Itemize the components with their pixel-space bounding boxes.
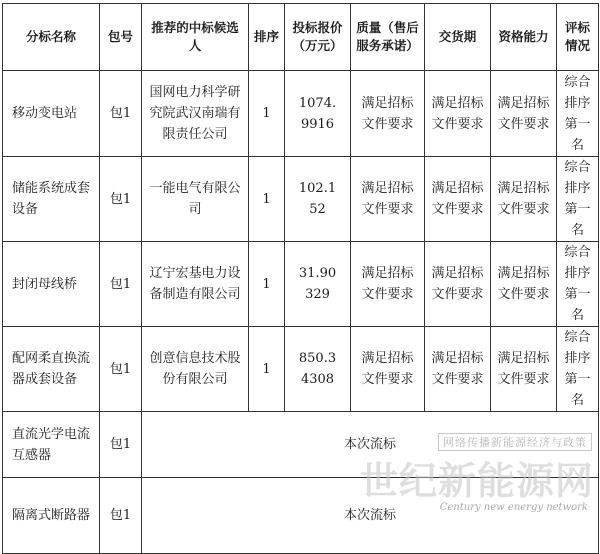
row-rank: 1 [249,71,285,157]
row-price: 102.152 [285,157,351,242]
row-package: 包1 [100,327,142,412]
row-delivery: 满足招标文件要求 [425,157,491,242]
row-category: 移动变电站 [3,71,100,157]
row-package: 包1 [100,157,142,242]
watermark-english: Century new energy network [439,502,588,513]
row-qualification: 满足招标文件要求 [491,327,557,412]
header-quality: 质量（售后服务承诺） [351,4,425,71]
row-package: 包1 [100,412,142,478]
row-package: 包1 [100,478,142,554]
row-failed-note: 本次流标 [142,478,599,554]
header-rank: 排序 [249,4,285,71]
row-price: 850.34308 [285,327,351,412]
row-package: 包1 [100,71,142,157]
bid-results-table [2,3,599,554]
table-row [3,71,599,157]
row-delivery: 满足招标文件要求 [425,242,491,327]
table-row [3,412,599,478]
row-qualification: 满足招标文件要求 [491,157,557,242]
header-delivery: 交货期 [425,4,491,71]
row-candidate: 国网电力科学研究院武汉南瑞有限责任公司 [142,71,249,157]
row-evaluation: 综合排序第一名 [557,71,599,157]
header-evaluation: 评标情况 [557,4,599,71]
row-failed-note: 本次流标 [142,412,599,478]
watermark-logo-text: 世纪新能源网 [359,458,594,503]
row-rank: 1 [249,327,285,412]
row-price: 1074.9916 [285,71,351,157]
row-qualification: 满足招标文件要求 [491,242,557,327]
header-category: 分标名称 [3,4,100,71]
header-candidate: 推荐的中标候选人 [142,4,249,71]
table-row [3,157,599,242]
row-category: 储能系统成套设备 [3,157,100,242]
row-category: 直流光学电流互感器 [3,412,100,478]
header-qualification: 资格能力 [491,4,557,71]
row-quality: 满足招标文件要求 [351,327,425,412]
row-evaluation: 综合排序第一名 [557,242,599,327]
row-evaluation: 综合排序第一名 [557,327,599,412]
table-row [3,327,599,412]
row-candidate: 一能电气有限公司 [142,157,249,242]
bid-results-table-container [2,3,598,554]
row-candidate: 创意信息技术股份有限公司 [142,327,249,412]
row-rank: 1 [249,157,285,242]
row-rank: 1 [249,242,285,327]
row-package: 包1 [100,242,142,327]
row-delivery: 满足招标文件要求 [425,327,491,412]
row-category: 隔离式断路器 [3,478,100,554]
row-qualification: 满足招标文件要求 [491,71,557,157]
row-quality: 满足招标文件要求 [351,157,425,242]
table-header-row [3,4,599,71]
header-package: 包号 [100,4,142,71]
table-row [3,242,599,327]
row-category: 配网柔直换流器成套设备 [3,327,100,412]
row-candidate: 辽宁宏基电力设备制造有限公司 [142,242,249,327]
row-quality: 满足招标文件要求 [351,71,425,157]
row-price: 31.90329 [285,242,351,327]
table-row [3,478,599,554]
row-evaluation: 综合排序第一名 [557,157,599,242]
row-quality: 满足招标文件要求 [351,242,425,327]
header-price: 投标报价（万元） [285,4,351,71]
row-delivery: 满足招标文件要求 [425,71,491,157]
row-category: 封闭母线桥 [3,242,100,327]
watermark-subtitle: 网络传播新能源经济与政策 [438,433,592,451]
